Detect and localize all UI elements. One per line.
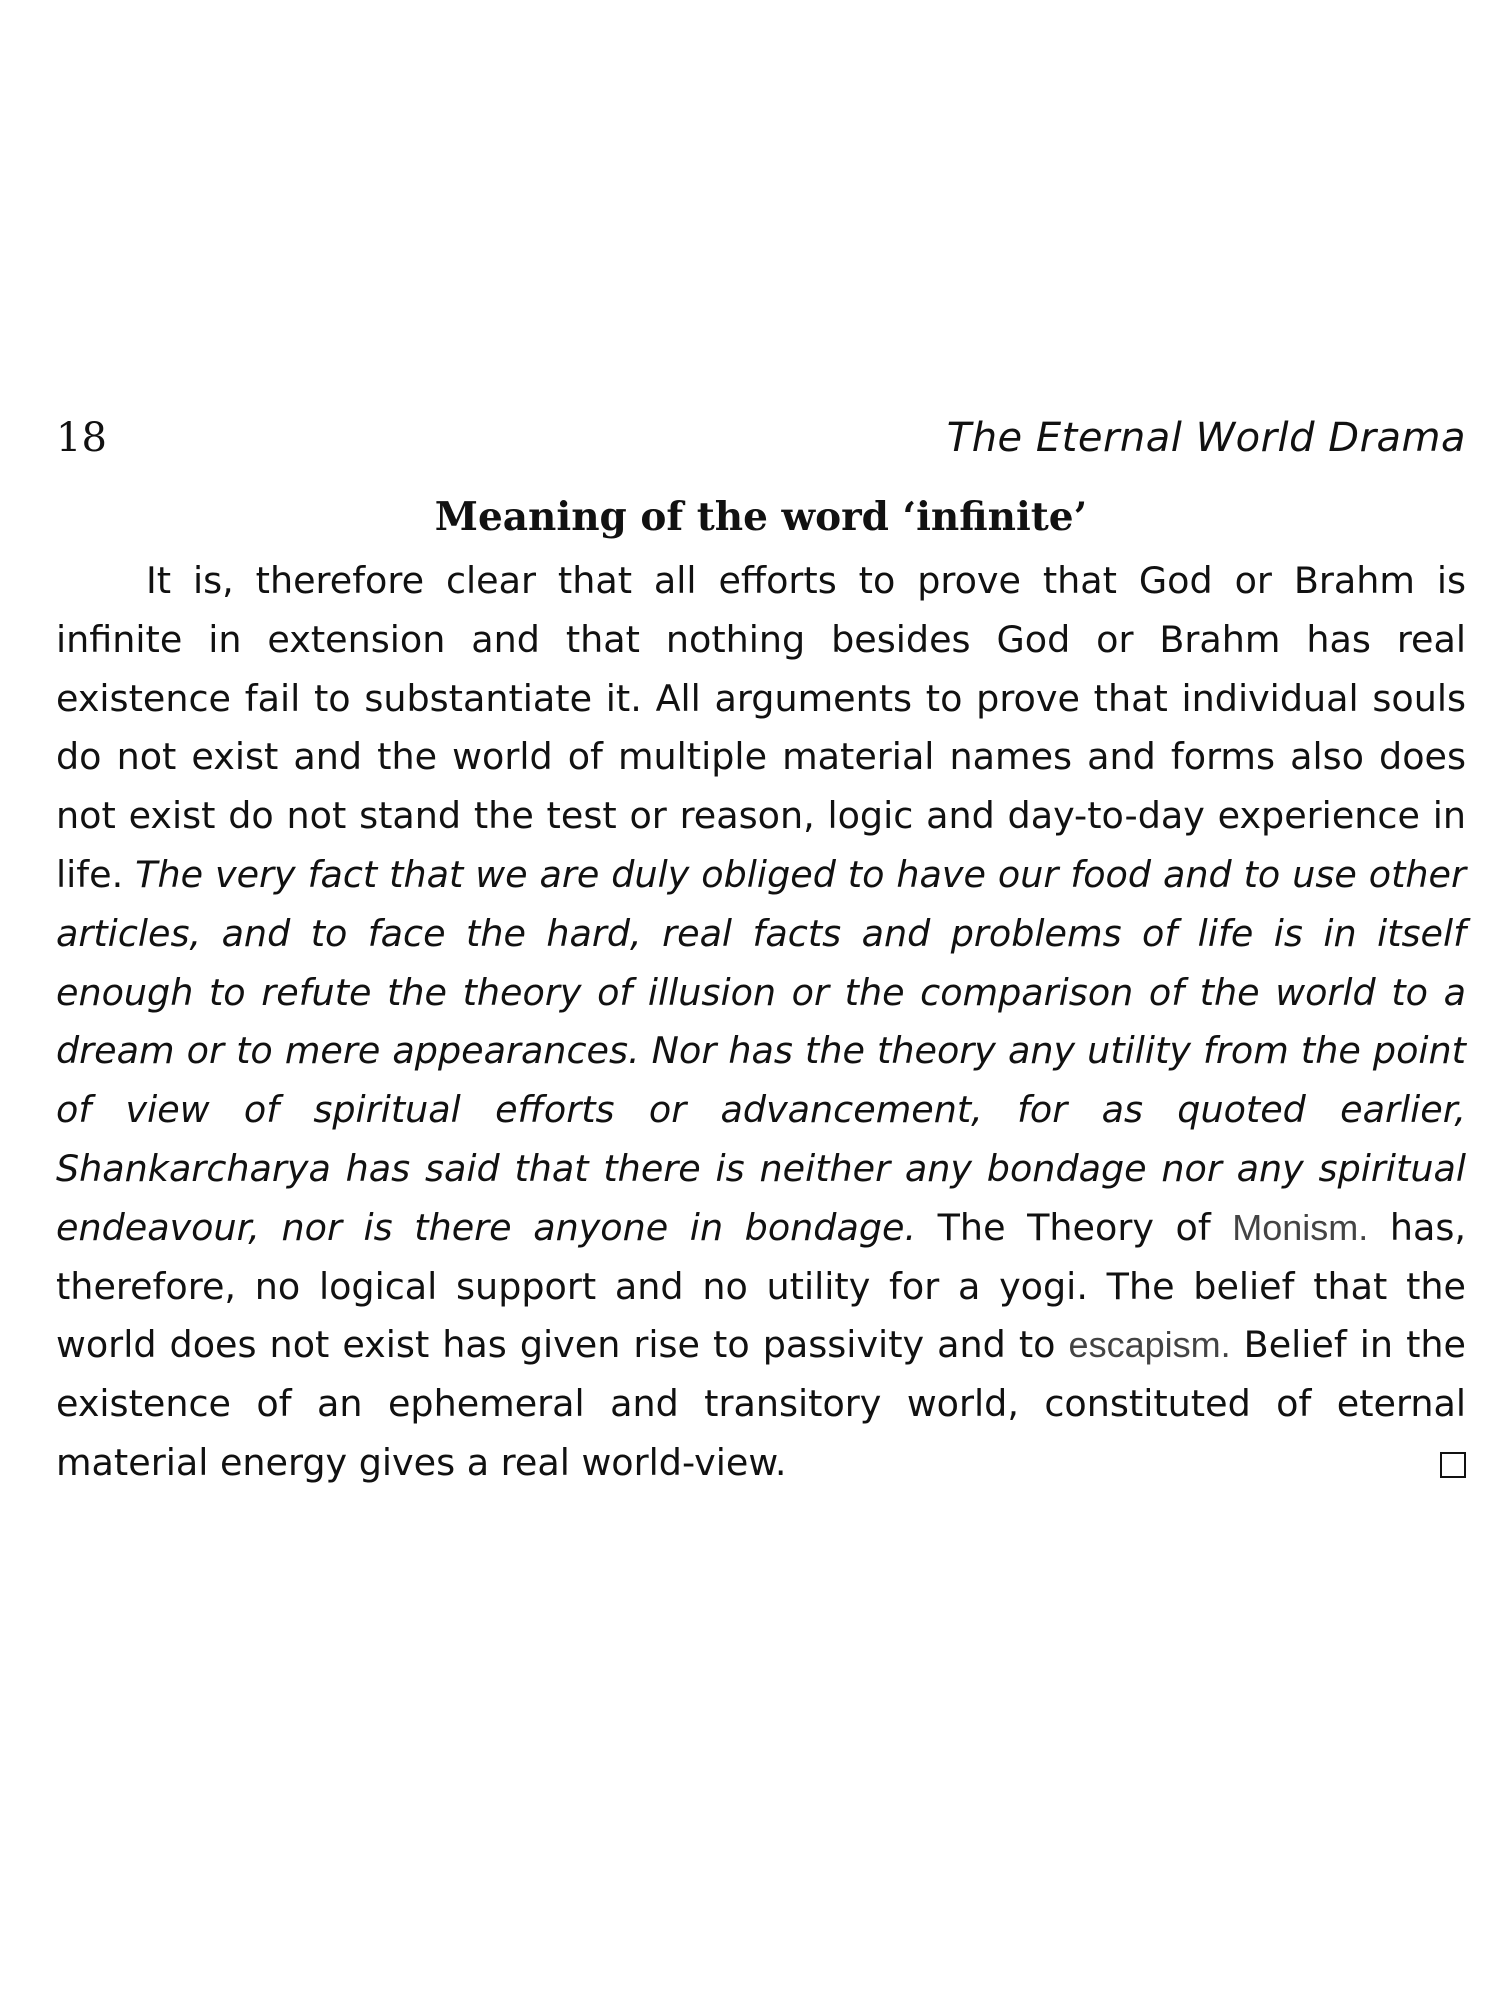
escapism-term: escapism. (1068, 1324, 1231, 1366)
running-head (56, 400, 1466, 470)
paragraph-text-4: Belief in the existence of an ephemeral and transitory world, constituted of eternal material energy gives a real world-view. (56, 1323, 1466, 1484)
book-title: The Eternal World Drama (946, 415, 1466, 461)
end-of-section-box-icon (1440, 1452, 1466, 1478)
paragraph-italic-text: The very fact that we are duly obliged to have our food and to use other articles, and to face the hard, real facts and problems of life is in itself enough to refute the theory of illusion or the comparison of the world to a dream or to mere appearances. Nor has the theory any utility from the point of view of spiritual efforts or advancement, for as quoted earlier, Shankarcharya has said that there is neither any bondage nor any spiritual endeavour, nor is there anyone in bondage. (56, 852, 1466, 1249)
monism-term: Monism. (1232, 1206, 1369, 1248)
page-number: 18 (56, 415, 107, 461)
section-heading: Meaning of the word ‘infinite’ (434, 494, 1088, 540)
body-paragraph (56, 552, 1466, 1493)
paragraph-text-2: The Theory of (916, 1205, 1233, 1249)
paragraph-text-1: It is, therefore clear that all efforts to prove that God or Brahm is infinite in extension and that nothing besides God or Brahm has real existence fail to substantiate it. All arguments to prove that individual souls do not exist and the world of multiple material names and forms also does not exist do not stand the test or reason, logic and day-to-day experience in life. (56, 559, 1466, 896)
paragraph-text-3: has, therefore, no logical support and no utility for a yogi. The belief that the world does not exist has given rise to passivity and to (56, 1205, 1466, 1367)
book-page (56, 400, 1466, 1493)
